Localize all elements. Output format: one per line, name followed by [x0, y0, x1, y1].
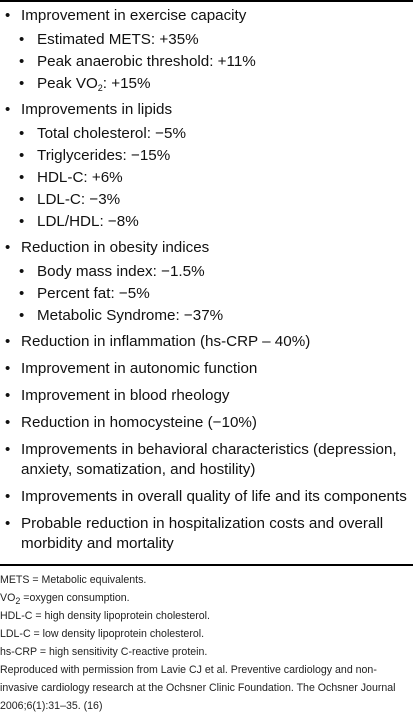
bullet-icon: • — [19, 53, 25, 70]
bullet-icon: • — [5, 239, 11, 256]
item-label: Triglycerides: −15% — [37, 147, 171, 164]
table-top-rule — [0, 0, 413, 2]
bullet-icon: • — [5, 333, 11, 350]
item-label: Estimated METS: +35% — [37, 31, 199, 48]
item-label: Reduction in homocysteine (−10%) — [21, 414, 257, 431]
bullet-icon: • — [19, 169, 25, 186]
item-label: Improvement in exercise capacity — [21, 7, 247, 24]
bullet-icon: • — [5, 515, 11, 532]
vo2-subscript: 2 — [97, 83, 103, 93]
item-label: HDL-C: +6% — [37, 169, 123, 186]
vo2-suffix: =oxygen consumption. — [20, 592, 130, 604]
item-label: Improvements in lipids — [21, 101, 173, 118]
bullet-icon: • — [19, 75, 25, 92]
vo2-suffix: : +15% — [102, 75, 151, 92]
footnote-vo2 — [0, 589, 130, 607]
bullet-icon: • — [5, 7, 11, 24]
footnote-ldl: LDL-C = low density lipoprotein cholesterol. — [0, 628, 205, 640]
footnote-source: Reproduced with permission from Lavie CJ et al. Preventive cardiology and non-invasive cardiology research at the Ochsner Clinic Foundation. The Ochsner Journal 2006;6(1):31–35. (16) — [0, 664, 396, 712]
item-label — [37, 74, 151, 94]
bullet-icon: • — [19, 213, 25, 230]
bullet-icon: • — [19, 263, 25, 280]
bullet-icon: • — [5, 360, 11, 377]
footnote-crp: hs-CRP = high sensitivity C-reactive protein. — [0, 646, 208, 658]
item-label: LDL/HDL: −8% — [37, 213, 139, 230]
item-label: Reduction in inflammation (hs-CRP – 40%) — [21, 333, 311, 350]
bullet-icon: • — [19, 285, 25, 302]
item-label: LDL-C: −3% — [37, 191, 121, 208]
vo2-prefix: Peak VO — [37, 75, 98, 92]
item-label: Improvement in autonomic function — [21, 360, 258, 377]
item-label: Improvements in behavioral characteristics (depression, anxiety, somatization, and hostility) — [21, 441, 397, 478]
item-label: Body mass index: −1.5% — [37, 263, 205, 280]
item-label: Improvement in blood rheology — [21, 387, 230, 404]
footnote-hdl: HDL-C = high density lipoprotein cholesterol. — [0, 610, 210, 622]
bullet-icon: • — [5, 387, 11, 404]
bullet-icon: • — [5, 414, 11, 431]
bullet-icon: • — [19, 147, 25, 164]
bullet-icon: • — [19, 307, 25, 324]
vo2-subscript: 2 — [15, 596, 21, 606]
table-bottom-rule — [0, 564, 413, 566]
bullet-icon: • — [19, 191, 25, 208]
item-label: Percent fat: −5% — [37, 285, 150, 302]
item-label: Peak anaerobic threshold: +11% — [37, 53, 256, 70]
item-label: Metabolic Syndrome: −37% — [37, 307, 224, 324]
bullet-icon: • — [5, 101, 11, 118]
bullet-icon: • — [19, 31, 25, 48]
bullet-icon: • — [5, 441, 11, 458]
item-label: Reduction in obesity indices — [21, 239, 210, 256]
footnote-mets: METS = Metabolic equivalents. — [0, 574, 147, 586]
bullet-icon: • — [19, 125, 25, 142]
item-label: Improvements in overall quality of life and its components — [21, 488, 407, 505]
bullet-icon: • — [5, 488, 11, 505]
vo2-prefix: VO — [0, 592, 16, 604]
item-label: Probable reduction in hospitalization costs and overall morbidity and mortality — [21, 515, 384, 552]
item-label: Total cholesterol: −5% — [37, 125, 187, 142]
